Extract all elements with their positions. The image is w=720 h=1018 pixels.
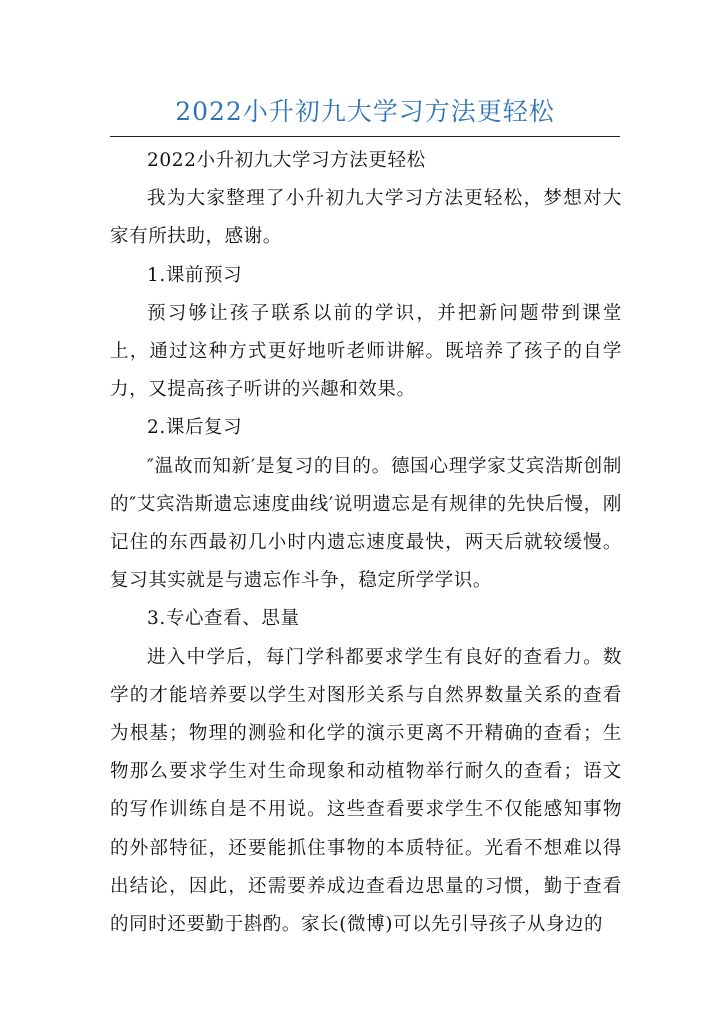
document-title: 2022小升初九大学习方法更轻松 [175, 97, 555, 126]
section-heading-observe: 3.专心查看、思量 [147, 608, 300, 630]
section-heading-review: 2.课后复习 [147, 417, 243, 439]
paragraph-observe: 进入中学后，每门学科都要求学生有良好的查看力。数学的才能培养要以学生对图形关系与自然界数量关系的查看为根基；物理的测验和化学的演示更离不开精确的查看；生物那么要求学生对生命现象和动植物举行耐久的查看；语文的写作训练自是不用说。这些查看要求学生不仅能感知事物的外部特征，还要能抓住事物的本质特征。光看不想难以得出结论，因此，还需要养成边查看边思量的习惯，勤于查看的同时还要勤于斟酌。家长(微博)可以先引导孩子从身边的 [110, 646, 622, 936]
paragraph-repeated-title: 2022小升初九大学习方法更轻松 [147, 150, 426, 171]
paragraph-review: ″温故而知新′是复习的目的。德国心理学家艾宾浩斯创制的″艾宾浩斯遗忘速度曲线′说明遗忘是有规律的先快后慢，刚记住的东西最初几小时内遗忘速度最快，两天后就较缓慢。复习其实就是与遗忘作斗争，稳定所学学识。 [110, 455, 622, 592]
paragraph-preview: 预习够让孩子联系以前的学识，并把新问题带到课堂上，通过这种方式更好地听老师讲解。既培养了孩子的自学力，又提高孩子听讲的兴趣和效果。 [110, 302, 622, 401]
paragraph-intro: 我为大家整理了小升初九大学习方法更轻松，梦想对大家有所扶助，感谢。 [110, 188, 622, 248]
title-divider [110, 136, 620, 137]
document-body [110, 142, 622, 944]
section-heading-preview: 1.课前预习 [147, 264, 243, 286]
